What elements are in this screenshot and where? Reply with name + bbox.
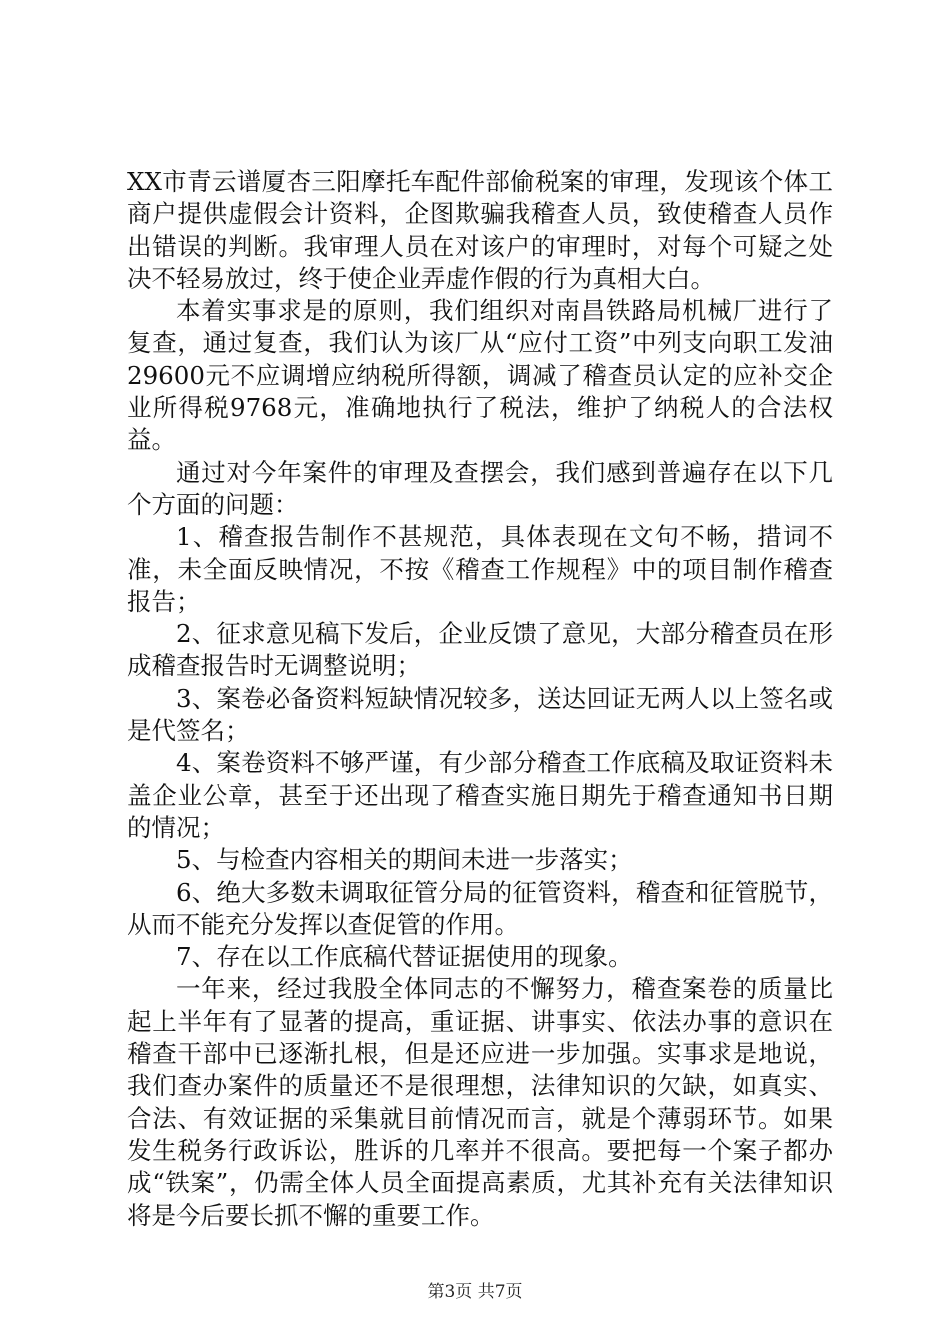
problem-item-1: 1、稽查报告制作不甚规范，具体表现在文句不畅，措词不准，未全面反映情况，不按《稽查工作规程》中的项目制作稽查报告；: [127, 522, 833, 616]
paragraph-annual-summary: 一年来，经过我股全体同志的不懈努力，稽查案卷的质量比起上半年有了显著的提高，重证据、讲事实、依法办事的意识在稽查干部中已逐渐扎根，但是还应进一步加强。实事求是地说，我们查办案件的质量还不是很理想，法律知识的欠缺，如真实、合法、有效证据的采集就目前情况而言，就是个薄弱环节。如果发生税务行政诉讼，胜诉的几率并不很高。要把每一个案子都办成“铁案”，仍需全体人员全面提高素质，尤其补充有关法律知识将是今后要长抓不懈的重要工作。: [127, 974, 833, 1230]
problem-item-6: 6、绝大多数未调取征管分局的征管资料，稽查和征管脱节，从而不能充分发挥以查促管的作用。: [127, 877, 833, 939]
problem-item-7: 7、存在以工作底稿代替证据使用的现象。: [176, 942, 633, 972]
problem-item-4: 4、案卷资料不够严谨，有少部分稽查工作底稿及取证资料未盖企业公章，甚至于还出现了稽查实施日期先于稽查通知书日期的情况；: [127, 748, 833, 842]
problem-item-5: 5、与检查内容相关的期间未进一步落实；: [176, 845, 633, 875]
problem-item-3: 3、案卷必备资料短缺情况较多，送达回证无两人以上签名或是代签名；: [127, 683, 833, 746]
document-body: [127, 166, 833, 1232]
problem-item-2: 2、征求意见稿下发后，企业反馈了意见，大部分稽查员在形成稽查报告时无调整说明；: [127, 619, 833, 681]
paragraph-reexamination: 本着实事求是的原则，我们组织对南昌铁路局机械厂进行了复查，通过复查，我们认为该厂从“应付工资”中列支向职工发油29600元不应调增应纳税所得额，调减了稽查员认定的应补交企业所得税9768元，准确地执行了税法，维护了纳税人的合法权益。: [127, 296, 833, 455]
paragraph-case-review: XX市青云谱厦杏三阳摩托车配件部偷税案的审理，发现该个体工商户提供虚假会计资料，企图欺骗我稽查人员，致使稽查人员作出错误的判断。我审理人员在对该户的审理时，对每个可疑之处决不轻易放过，终于使企业弄虚作假的行为真相大白。: [127, 167, 833, 293]
paragraph-problems-intro: 通过对今年案件的审理及查摆会，我们感到普遍存在以下几个方面的问题：: [127, 457, 833, 519]
page-number-footer: 第3页 共7页: [427, 1282, 523, 1302]
